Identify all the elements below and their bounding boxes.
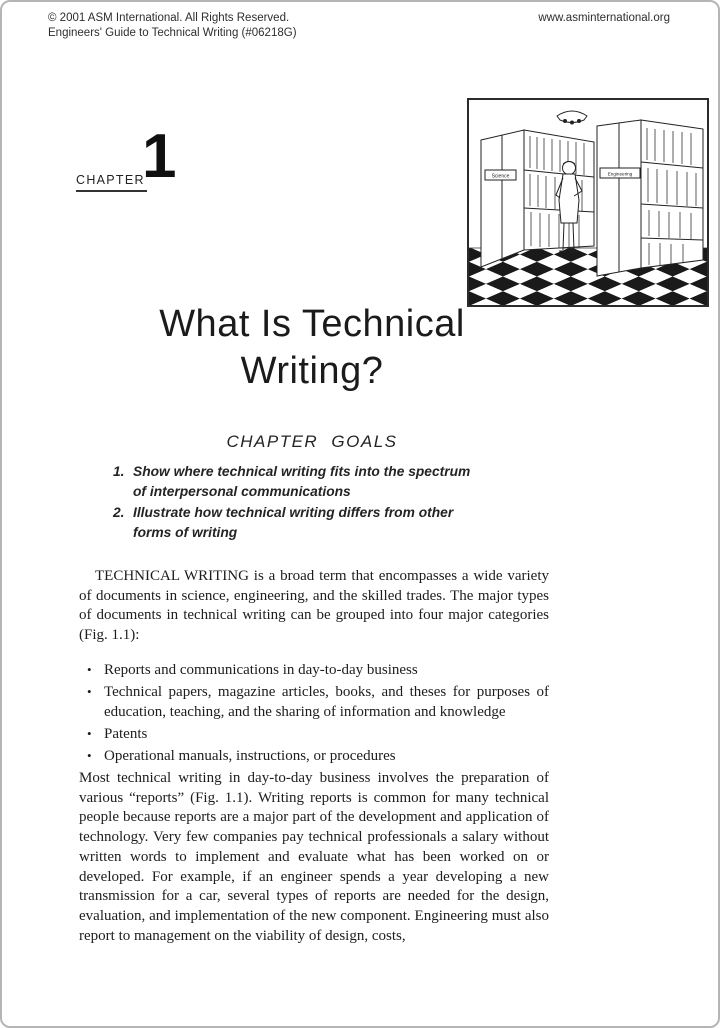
list-item [79, 660, 549, 680]
list-item [79, 682, 549, 722]
list-item-text: Reports and communications in day-to-day business [104, 662, 418, 678]
list-item-text: Operational manuals, instructions, or procedures [104, 748, 396, 764]
body-paragraph-1: TECHNICAL WRITING is a broad term that encompasses a wide variety of documents in science, engineering, and the skilled trades. The major types of documents in technical writing can be grouped into four major categories (Fig. 1.1): [79, 568, 549, 643]
library-drawing [469, 100, 707, 305]
chapter-goals-heading: CHAPTER GOALS [226, 432, 398, 451]
copyright-line: © 2001 ASM International. All Rights Reserved. [48, 12, 290, 24]
chapter-label: CHAPTER [76, 173, 147, 192]
page-header-right [538, 11, 670, 26]
list-item-text: Technical papers, magazine articles, books, and theses for purposes of education, teaching, and the sharing of information and knowledge [104, 684, 549, 720]
list-item [79, 724, 549, 744]
goal-text: Show where technical writing fits into the spectrum of interpersonal communications [133, 464, 471, 499]
engineering-bookcase [597, 120, 703, 276]
goal-item [113, 503, 475, 542]
category-bullet-list [79, 660, 549, 768]
chapter-number: 1 [142, 122, 177, 191]
bullet-icon: • [87, 662, 92, 677]
publisher-website: www.asminternational.org [538, 12, 670, 24]
goal-text: Illustrate how technical writing differs from other forms of writing [133, 505, 454, 540]
engineering-shelf-label: Engineering [607, 171, 633, 177]
list-item [79, 746, 549, 766]
chapter-title-line1: What Is Technical [159, 303, 465, 345]
goal-item [113, 462, 475, 501]
bullet-icon: • [87, 726, 92, 741]
book-title-line: Engineers' Guide to Technical Writing (#06218G) [48, 26, 297, 39]
body-paragraph-2: Most technical writing in day-to-day business involves the preparation of various “reports” (Fig. 1.1). Writing reports is common for many technical people because reports are a major part of the development and application of technology. Very few companies pay technical professionals a salary without written words to implement and evaluate what has been worked on or developed. For example, if an engineer spends a year developing a new transmission for a car, several types of reports are needed for the design, evaluation, and implementation of the new component. Engineering must also report to management on the viability of design, costs, [79, 770, 549, 944]
bullet-icon: • [87, 684, 92, 699]
ceiling-lamp-icon [557, 111, 587, 125]
bullet-icon: • [87, 748, 92, 763]
chapter-title-line2: Writing? [240, 350, 384, 392]
goal-number: 2. [113, 505, 125, 520]
page-header-left [48, 11, 297, 40]
list-item-text: Patents [104, 726, 148, 742]
library-illustration [467, 98, 709, 307]
chapter-goals-list [113, 462, 475, 544]
chapter-title [92, 301, 532, 395]
goal-number: 1. [113, 464, 125, 479]
science-shelf-label: Science [491, 173, 510, 180]
